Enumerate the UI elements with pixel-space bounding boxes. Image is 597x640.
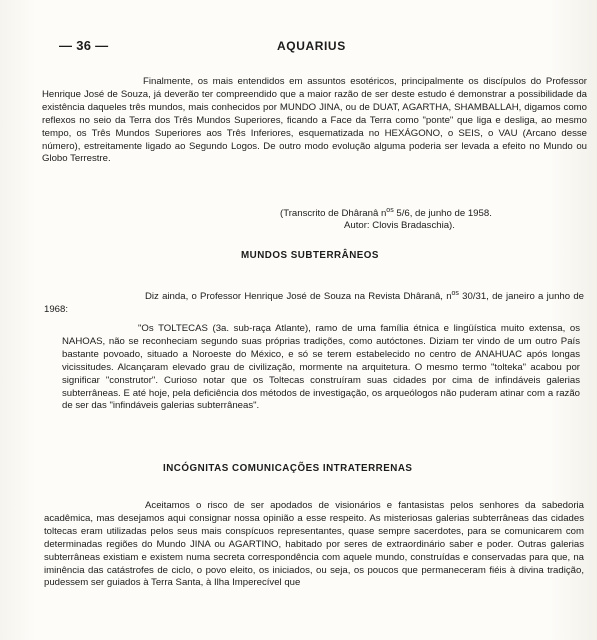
paragraph-diz-ainda-date: 30/31, de janeiro a junho de 1968: <box>44 291 584 315</box>
credit-line-source <box>280 207 492 219</box>
page-number: — 36 — <box>59 38 109 53</box>
quote-toltecas: "Os TOLTECAS (3a. sub-raça Atlante), ramo de uma família étnica e lingüística muito extensa, os NAHOAS, não se reconheciam segundo suas próprias tradições, como autóctones. Diziam ter vindo de um outro País bastante povoado, situado a Noroeste do México, e só se terem estabelecido no centro de ANAHUAC após longas vicissitudes. Alcançaram elevado grau de civilização, mormente na arquitetura. O mesmo termo "tolteka" acabou por significar "construtor". Curioso notar que os Toltecas construíram suas cidades por cima de infindáveis galerias subterrâneas. E até hoje, pela deficiência dos métodos de investigação, os arqueólogos não puderam atinar com a razão de ser das "infindáveis galerias subterrâneas". <box>62 323 580 412</box>
paragraph-aceitamos: Aceitamos o risco de ser apodados de visionários e fantasistas pelos senhores da sabedoria acadêmica, mas desejamos aqui consignar nossa opinião a esse respeito. As misteriosas galerias subterrâneas das cidades toltecas eram utilizadas pelos seus mais conspícuos representantes, quase sempre sacerdotes, para se comunicarem com determinadas regiões do Mundo JINA ou AGARTINO, habitado por seres de extraordinário saber e poder. Outras galerias subterrâneas existiam e existem numa secreta correspondência com aquele mundo, construídas e conservadas para que, na iminência das catástrofes de ciclo, o povo eleito, os iniciados, ou seja, os poucos que permaneceram fiéis à divina tradição, pudessem ser guiados à Terra Santa, à Ilha Imperecível que <box>44 500 584 589</box>
section-heading-incognitas: INCÓGNITAS COMUNICAÇÕES INTRATERRENAS <box>163 463 413 474</box>
paragraph-diz-ainda-text: Diz ainda, o Professor Henrique José de Souza na Revista Dhâranâ, n <box>145 291 452 302</box>
credit-source-superscript: os <box>386 207 394 214</box>
paragraph-finalmente: Finalmente, os mais entendidos em assuntos esotéricos, principalmente os discípulos do Professor Henrique José de Souza, já deverão ter compreendido que a maior razão de ser deste estudo é demonstrar a possibilidade da existência daqueles três mundos, mais conhecidos por MUNDO JINA, ou de DUAT, AGARTHA, SHAMBALLAH, digamos como reflexos no seio da Terra dos Três Mundos Superiores, ficando a Face da Terra como "ponte" que liga e desliga, ao mesmo tempo, os Três Mundos Superiores aos Três Inferiores, esquematizada no HEXÁGONO, o SEIS, o VAU (Arcano desse número), estreitamente ligado ao Segundo Logos. De outro modo evolução alguma poderia ser levada a efeito no Mundo ou Globo Terrestre. <box>42 76 587 165</box>
running-title: AQUARIUS <box>277 39 346 53</box>
page-header <box>59 38 559 58</box>
credit-line-author: Autor: Clovis Bradaschia). <box>344 220 455 231</box>
section-heading-mundos-subterraneos: MUNDOS SUBTERRÂNEOS <box>241 250 379 261</box>
paragraph-diz-ainda-superscript: os <box>451 290 459 297</box>
credit-source-date: 5/6, de junho de 1958. <box>393 208 492 219</box>
paragraph-diz-ainda <box>44 288 584 317</box>
credit-source-text: (Transcrito de Dhâranâ n <box>280 208 387 219</box>
